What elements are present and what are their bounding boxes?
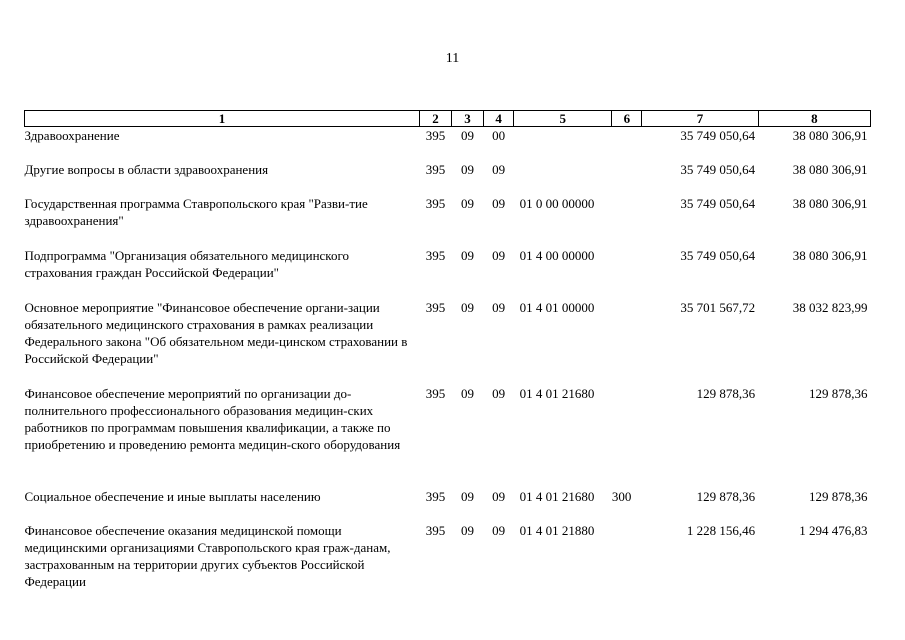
table-body xyxy=(25,127,871,592)
header-cell-4: 4 xyxy=(484,111,514,127)
row-code-4: 09 xyxy=(492,488,506,504)
header-cell-7: 7 xyxy=(642,111,758,127)
row-code-2: 395 xyxy=(425,385,446,401)
row-name: Здравоохранение xyxy=(24,128,120,143)
row-code-6 xyxy=(612,195,642,247)
row-code-3: 09 xyxy=(461,195,475,211)
row-name: Государственная программа Ставропольского края "Разви-тие здравоохранения" xyxy=(24,195,368,228)
row-name: Финансовое обеспечение оказания медицинской помощи медицинскими организациями Ставропольского края граж-данам, застрахованным на территории других субъектов Российской Федерации xyxy=(24,522,391,589)
row-amount-8: 1 294 476,83 xyxy=(799,522,868,538)
row-code-6 xyxy=(612,161,642,195)
row-amount-7: 35 701 567,72 xyxy=(680,299,756,315)
row-amount-8: 38 080 306,91 xyxy=(792,195,868,211)
row-code-5 xyxy=(514,127,612,161)
row-amount-8: 38 080 306,91 xyxy=(792,161,868,177)
row-code-2: 395 xyxy=(425,128,446,143)
row-code-4: 09 xyxy=(492,299,506,315)
row-code-6 xyxy=(612,385,642,488)
row-code-5: 01 4 01 00000 xyxy=(519,299,595,315)
row-code-5: 01 4 01 21680 xyxy=(519,488,595,504)
row-amount-7: 35 749 050,64 xyxy=(680,195,756,211)
header-cell-5: 5 xyxy=(514,111,612,127)
row-code-4: 00 xyxy=(492,128,506,143)
row-amount-8: 38 080 306,91 xyxy=(792,247,868,263)
row-code-2: 395 xyxy=(425,161,446,177)
row-amount-7: 35 749 050,64 xyxy=(680,128,756,143)
row-code-6 xyxy=(612,299,642,385)
row-code-4: 09 xyxy=(492,247,506,263)
header-cell-6: 6 xyxy=(612,111,642,127)
row-code-3: 09 xyxy=(461,128,475,143)
row-code-4: 09 xyxy=(492,161,506,177)
row-code-5: 01 4 00 00000 xyxy=(519,247,595,263)
row-code-6 xyxy=(612,522,642,592)
row-amount-8: 129 878,36 xyxy=(809,488,868,504)
row-amount-8: 38 080 306,91 xyxy=(792,128,868,143)
row-code-3: 09 xyxy=(461,299,475,315)
table-header xyxy=(25,111,871,127)
row-code-5: 01 0 00 00000 xyxy=(519,195,595,211)
row-amount-7: 129 878,36 xyxy=(696,488,756,504)
row-amount-7: 35 749 050,64 xyxy=(680,161,756,177)
header-cell-2: 2 xyxy=(419,111,451,127)
row-amount-8: 38 032 823,99 xyxy=(792,299,868,315)
table-row xyxy=(25,195,871,247)
row-code-4: 09 xyxy=(492,385,506,401)
header-cell-1: 1 xyxy=(25,111,420,127)
row-code-3: 09 xyxy=(461,488,475,504)
row-code-5: 01 4 01 21680 xyxy=(519,385,595,401)
row-code-6: 300 xyxy=(611,488,632,504)
row-name: Подпрограмма "Организация обязательного медицинского страхования граждан Российской Федерации" xyxy=(24,247,349,280)
row-code-5 xyxy=(514,161,612,195)
row-code-6 xyxy=(612,127,642,161)
row-code-2: 395 xyxy=(425,488,446,504)
row-code-2: 395 xyxy=(425,247,446,263)
row-code-5: 01 4 01 21880 xyxy=(519,522,595,538)
row-code-3: 09 xyxy=(461,522,475,538)
header-cell-8: 8 xyxy=(758,111,870,127)
table-row xyxy=(25,161,871,195)
table-row xyxy=(25,522,871,592)
row-code-2: 395 xyxy=(425,299,446,315)
table-row xyxy=(25,247,871,299)
table-row xyxy=(25,488,871,522)
row-amount-8: 129 878,36 xyxy=(809,385,868,401)
row-name: Социальное обеспечение и иные выплаты населению xyxy=(24,488,321,504)
table-row xyxy=(25,127,871,161)
row-amount-7: 129 878,36 xyxy=(696,385,756,401)
row-name: Финансовое обеспечение мероприятий по организации до-полнительного профессионального образования медицин-ских работников по программам повышения квалификации, а также по приобретению и проведению ремонта медицин-ского оборудования xyxy=(24,385,401,452)
page-number: 11 xyxy=(445,51,460,66)
row-name: Другие вопросы в области здравоохранения xyxy=(24,161,269,177)
row-code-3: 09 xyxy=(461,161,475,177)
table-row xyxy=(25,385,871,488)
header-cell-3: 3 xyxy=(451,111,483,127)
row-code-3: 09 xyxy=(461,247,475,263)
header-row xyxy=(25,111,871,127)
row-code-2: 395 xyxy=(425,522,446,538)
row-code-6 xyxy=(612,247,642,299)
row-code-4: 09 xyxy=(492,522,506,538)
table-row xyxy=(25,299,871,385)
row-amount-7: 1 228 156,46 xyxy=(686,522,756,538)
row-amount-7: 35 749 050,64 xyxy=(680,247,756,263)
row-code-4: 09 xyxy=(492,195,506,211)
budget-table xyxy=(24,110,871,592)
row-code-3: 09 xyxy=(461,385,475,401)
row-name: Основное мероприятие "Финансовое обеспечение органи-зации обязательного медицинского страхования в рамках реализации Федерального закона "Об обязательном меди-цинском страховании в Российской Федерации" xyxy=(24,299,408,366)
row-code-2: 395 xyxy=(425,195,446,211)
